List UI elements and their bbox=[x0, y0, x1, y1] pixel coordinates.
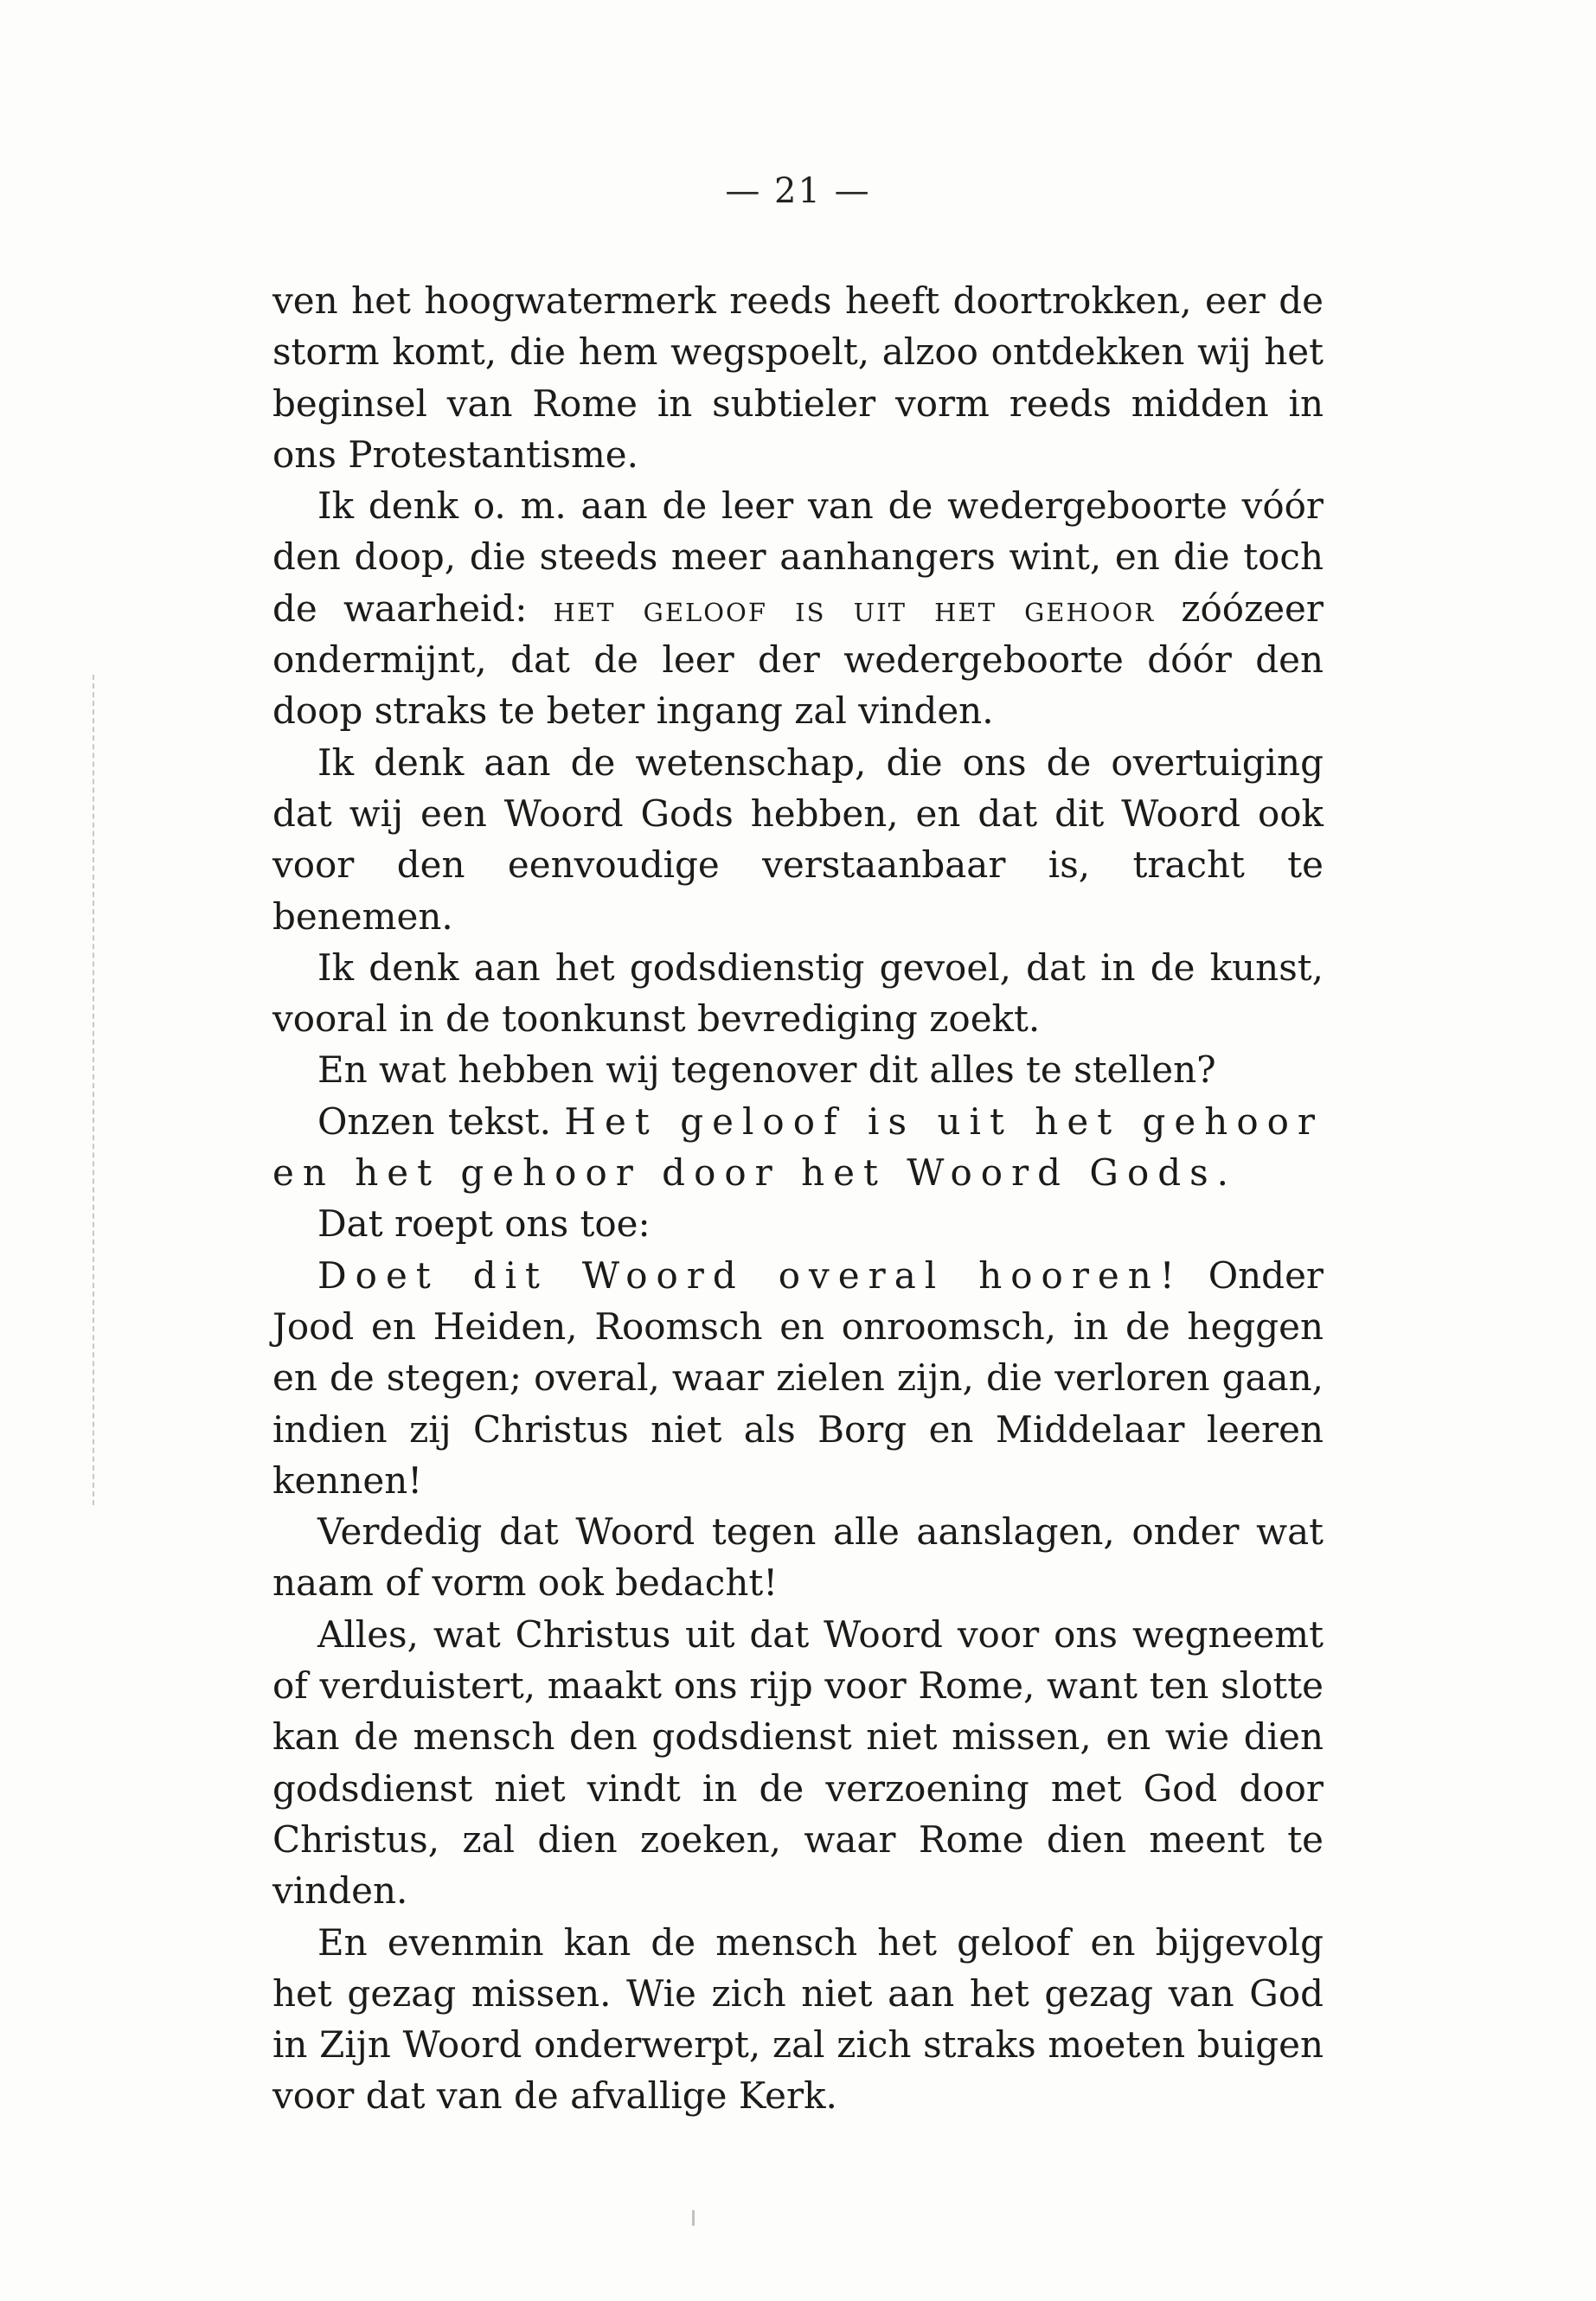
text-run: Ik denk o. m. aan de leer van de wedergeboorte vóór den doop, die steeds meer aanhangers wint, en die toch de waarheid: bbox=[272, 484, 1324, 630]
paragraph bbox=[272, 1198, 1324, 1249]
stray-ink-mark bbox=[692, 2210, 695, 2226]
paragraph bbox=[272, 942, 1324, 1045]
text-run: zóózeer ondermijnt, dat de leer der wedergeboorte dóór den doop straks te beter ingang zal vinden. bbox=[272, 586, 1324, 733]
paragraph bbox=[272, 1506, 1324, 1609]
spaced-emphasis: Doet dit Woord overal hooren! bbox=[317, 1253, 1183, 1297]
text-run: En evenmin kan de mensch het geloof en bijgevolg het gezag missen. Wie zich niet aan het gezag van God in Zijn Woord onderwerpt, zal zich straks moeten buigen voor dat van de afvallige Kerk. bbox=[272, 1920, 1324, 2118]
paragraph bbox=[272, 480, 1324, 736]
spaced-emphasis: Het geloof is uit het gehoor en het gehoor door het Woord Gods. bbox=[272, 1099, 1324, 1195]
text-run: Ik denk aan de wetenschap, die ons de overtuiging dat wij een Woord Gods hebben, en dat dit Woord ook voor den eenvoudige verstaanbaar is, tracht te benemen. bbox=[272, 740, 1324, 938]
text-run: ven het hoogwatermerk reeds heeft doortrokken, eer de storm komt, die hem wegspoelt, alzoo ontdekken wij het beginsel van Rome in subtieler vorm reeds midden in ons Protestantisme. bbox=[272, 279, 1324, 476]
paragraph bbox=[272, 737, 1324, 942]
text-run: Verdedig dat Woord tegen alle aanslagen, onder wat naam of vorm ook bedacht! bbox=[272, 1510, 1324, 1605]
paragraph bbox=[272, 1044, 1324, 1095]
small-caps-quote: het geloof is uit het gehoor bbox=[553, 586, 1156, 630]
margin-rule bbox=[93, 675, 96, 1505]
paragraph bbox=[272, 275, 1324, 480]
paragraph bbox=[272, 1250, 1324, 1506]
text-run: En wat hebben wij tegenover dit alles te stellen? bbox=[317, 1048, 1216, 1092]
paragraph bbox=[272, 1096, 1324, 1199]
text-run: Onder Jood en Heiden, Roomsch en onroomsch, in de heggen en de stegen; overal, waar zielen zijn, die verloren gaan, indien zij Christus niet als Borg en Middelaar leeren kennen! bbox=[272, 1253, 1324, 1502]
text-run: Dat roept ons toe: bbox=[317, 1202, 651, 1246]
text-run: Onzen tekst. bbox=[317, 1099, 565, 1143]
paragraph bbox=[272, 1917, 1324, 2122]
page-number: — 21 — bbox=[725, 171, 871, 211]
body-text bbox=[272, 275, 1324, 2122]
text-run: Alles, wat Christus uit dat Woord voor ons wegneemt of verduistert, maakt ons rijp voor Rome, want ten slotte kan de mensch den godsdienst niet missen, en wie dien godsdienst niet vindt in de verzoening met God door Christus, zal dien zoeken, waar Rome dien meent te vinden. bbox=[272, 1612, 1324, 1913]
text-run: Ik denk aan het godsdienstig gevoel, dat in de kunst, vooral in de toonkunst bevrediging zoekt. bbox=[272, 945, 1324, 1041]
paragraph bbox=[272, 1609, 1324, 1917]
